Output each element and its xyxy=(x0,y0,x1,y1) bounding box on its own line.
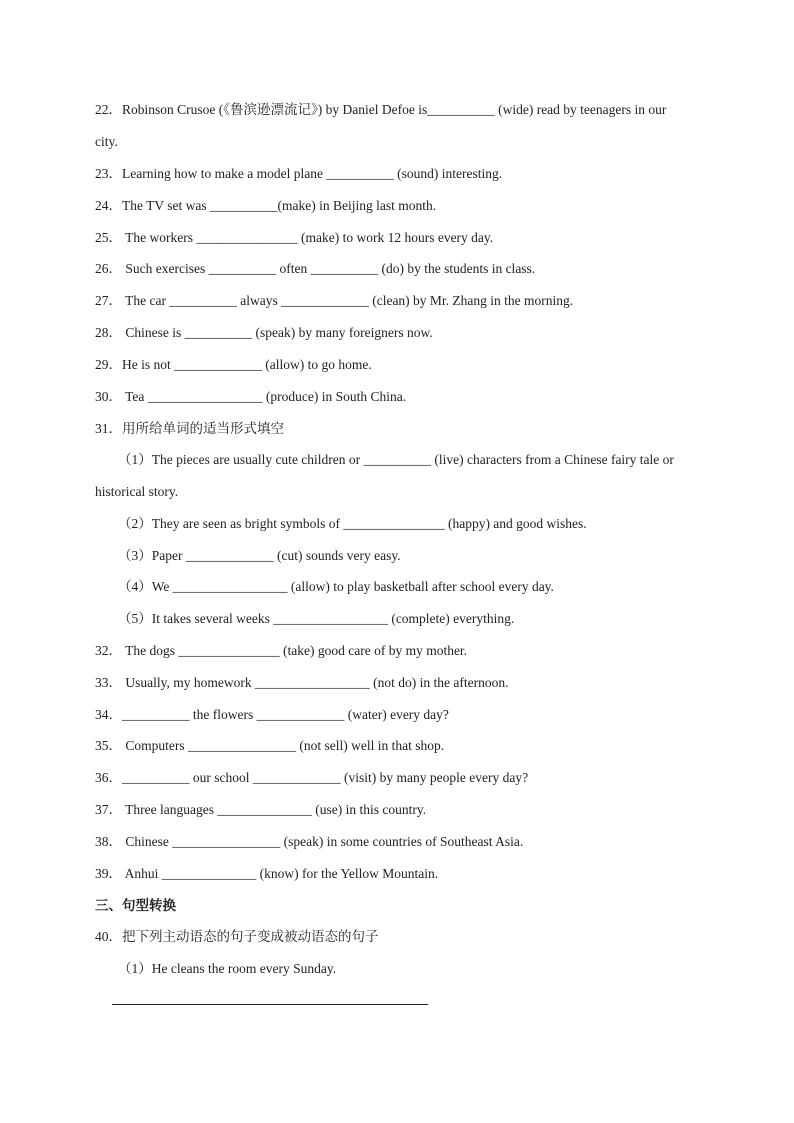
question-40-title: 40．把下列主动语态的句子变成被动语态的句子 xyxy=(95,929,379,944)
question-22-line2: city. xyxy=(95,134,118,149)
question-37: 37． Three languages ______________ (use) in this country. xyxy=(95,802,427,817)
answer-blank-line[interactable] xyxy=(112,1004,428,1005)
question-31-item1-line1: （1）The pieces are usually cute children or __________ (live) characters from a Chinese fairy tale or xyxy=(118,452,674,467)
question-26: 26． Such exercises __________ often __________ (do) by the students in class. xyxy=(95,261,536,276)
question-31-item1-line2: historical story. xyxy=(95,484,179,499)
question-38: 38． Chinese ________________ (speak) in some countries of Southeast Asia. xyxy=(95,834,524,849)
question-22-line1: 22．Robinson Crusoe (《鲁滨逊漂流记》) by Daniel Defoe is__________ (wide) read by teenagers in our xyxy=(95,102,667,117)
question-31-item2: （2）They are seen as bright symbols of _______________ (happy) and good wishes. xyxy=(118,516,587,531)
question-35: 35． Computers ________________ (not sell) well in that shop. xyxy=(95,738,445,753)
question-40-item1: （1）He cleans the room every Sunday. xyxy=(118,961,337,976)
question-39: 39． Anhui ______________ (know) for the Yellow Mountain. xyxy=(95,866,439,881)
question-27: 27． The car __________ always _____________ (clean) by Mr. Zhang in the morning. xyxy=(95,293,574,308)
question-36: 36．__________ our school _____________ (visit) by many people every day? xyxy=(95,770,529,785)
question-30: 30． Tea _________________ (produce) in South China. xyxy=(95,389,407,404)
section-heading: 三、句型转换 xyxy=(95,898,176,914)
question-31-item4: （4）We _________________ (allow) to play basketball after school every day. xyxy=(118,579,554,594)
question-31-title: 31．用所给单词的适当形式填空 xyxy=(95,421,284,436)
question-24: 24．The TV set was __________(make) in Beijing last month. xyxy=(95,198,437,213)
question-23: 23．Learning how to make a model plane __________ (sound) interesting. xyxy=(95,166,503,181)
question-25: 25． The workers _______________ (make) to work 12 hours every day. xyxy=(95,230,494,245)
question-29: 29．He is not _____________ (allow) to go home. xyxy=(95,357,372,372)
question-32: 32． The dogs _______________ (take) good care of by my mother. xyxy=(95,643,468,658)
question-31-item3: （3）Paper _____________ (cut) sounds very easy. xyxy=(118,548,401,563)
question-28: 28． Chinese is __________ (speak) by many foreigners now. xyxy=(95,325,433,340)
question-33: 33． Usually, my homework _________________ (not do) in the afternoon. xyxy=(95,675,509,690)
question-34: 34．__________ the flowers _____________ (water) every day? xyxy=(95,707,449,722)
question-31-item5: （5）It takes several weeks _________________ (complete) everything. xyxy=(118,611,515,626)
